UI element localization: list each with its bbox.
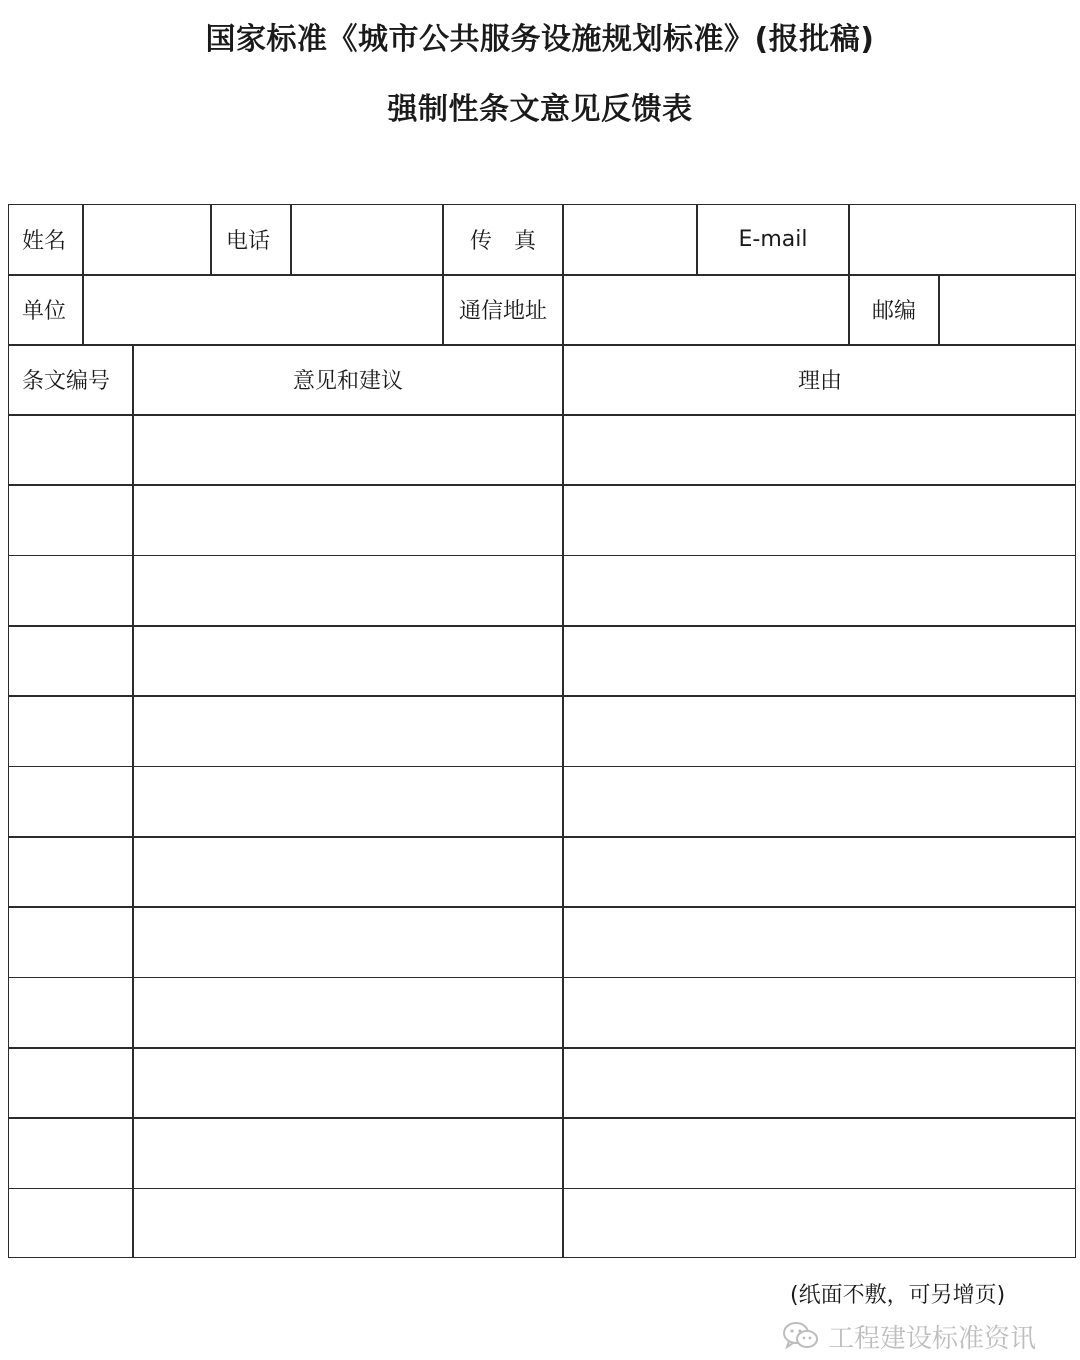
opinion-cell[interactable]: [134, 979, 562, 1047]
postcode-label: 邮编: [871, 298, 916, 324]
watermark-text: 工程建设标准资讯: [828, 1323, 1037, 1354]
reason-header: 理由: [797, 368, 842, 394]
opinion-cell[interactable]: [134, 1190, 562, 1258]
reason-cell[interactable]: [564, 627, 1074, 695]
unit-label: 单位: [22, 298, 67, 324]
opinion-cell[interactable]: [134, 768, 562, 836]
clause-number-cell[interactable]: [10, 979, 132, 1047]
reason-cell[interactable]: [564, 979, 1074, 1047]
unit-field[interactable]: [84, 276, 442, 344]
reason-cell[interactable]: [564, 486, 1074, 554]
fax-field[interactable]: [564, 206, 696, 274]
fax-label: 传 真: [469, 228, 536, 254]
reason-cell[interactable]: [564, 416, 1074, 484]
opinion-cell[interactable]: [134, 486, 562, 554]
clause-number-cell[interactable]: [10, 1119, 132, 1187]
clause-number-cell[interactable]: [10, 1190, 132, 1258]
opinion-cell[interactable]: [134, 908, 562, 976]
clause-number-cell[interactable]: [10, 1049, 132, 1117]
footer-note: (纸面不敷，可另增页): [790, 1283, 1006, 1308]
document-title: 国家标准《城市公共服务设施规划标准》(报批稿): [205, 22, 875, 57]
opinion-cell[interactable]: [134, 697, 562, 765]
clause-number-cell[interactable]: [10, 416, 132, 484]
clause-number-cell[interactable]: [10, 486, 132, 554]
email-field[interactable]: [850, 206, 1074, 274]
address-label: 通信地址: [458, 298, 547, 324]
clause-number-cell[interactable]: [10, 838, 132, 906]
name-label: 姓名: [22, 228, 67, 254]
reason-cell[interactable]: [564, 1119, 1074, 1187]
reason-cell[interactable]: [564, 557, 1074, 625]
email-label: E-mail: [738, 226, 808, 252]
reason-cell[interactable]: [564, 1190, 1074, 1258]
phone-field[interactable]: [292, 206, 442, 274]
opinion-cell[interactable]: [134, 557, 562, 625]
address-field[interactable]: [564, 276, 848, 344]
clause-number-cell[interactable]: [10, 697, 132, 765]
opinion-cell[interactable]: [134, 1049, 562, 1117]
clause-number-cell[interactable]: [10, 908, 132, 976]
wechat-icon: [782, 1320, 820, 1352]
clause-number-cell[interactable]: [10, 627, 132, 695]
opinion-cell[interactable]: [134, 416, 562, 484]
opinion-cell[interactable]: [134, 1119, 562, 1187]
clause-number-cell[interactable]: [10, 768, 132, 836]
document-subtitle: 强制性条文意见反馈表: [387, 92, 693, 127]
reason-cell[interactable]: [564, 768, 1074, 836]
phone-label: 电话: [226, 228, 271, 254]
reason-cell[interactable]: [564, 838, 1074, 906]
postcode-field[interactable]: [940, 276, 1074, 344]
opinion-header: 意见和建议: [292, 368, 403, 394]
reason-cell[interactable]: [564, 1049, 1074, 1117]
watermark: [782, 1316, 1036, 1356]
reason-cell[interactable]: [564, 908, 1074, 976]
clause-number-cell[interactable]: [10, 557, 132, 625]
opinion-cell[interactable]: [134, 838, 562, 906]
opinion-cell[interactable]: [134, 627, 562, 695]
name-field[interactable]: [84, 206, 210, 274]
reason-cell[interactable]: [564, 697, 1074, 765]
clause-number-header: 条文编号: [22, 368, 111, 394]
